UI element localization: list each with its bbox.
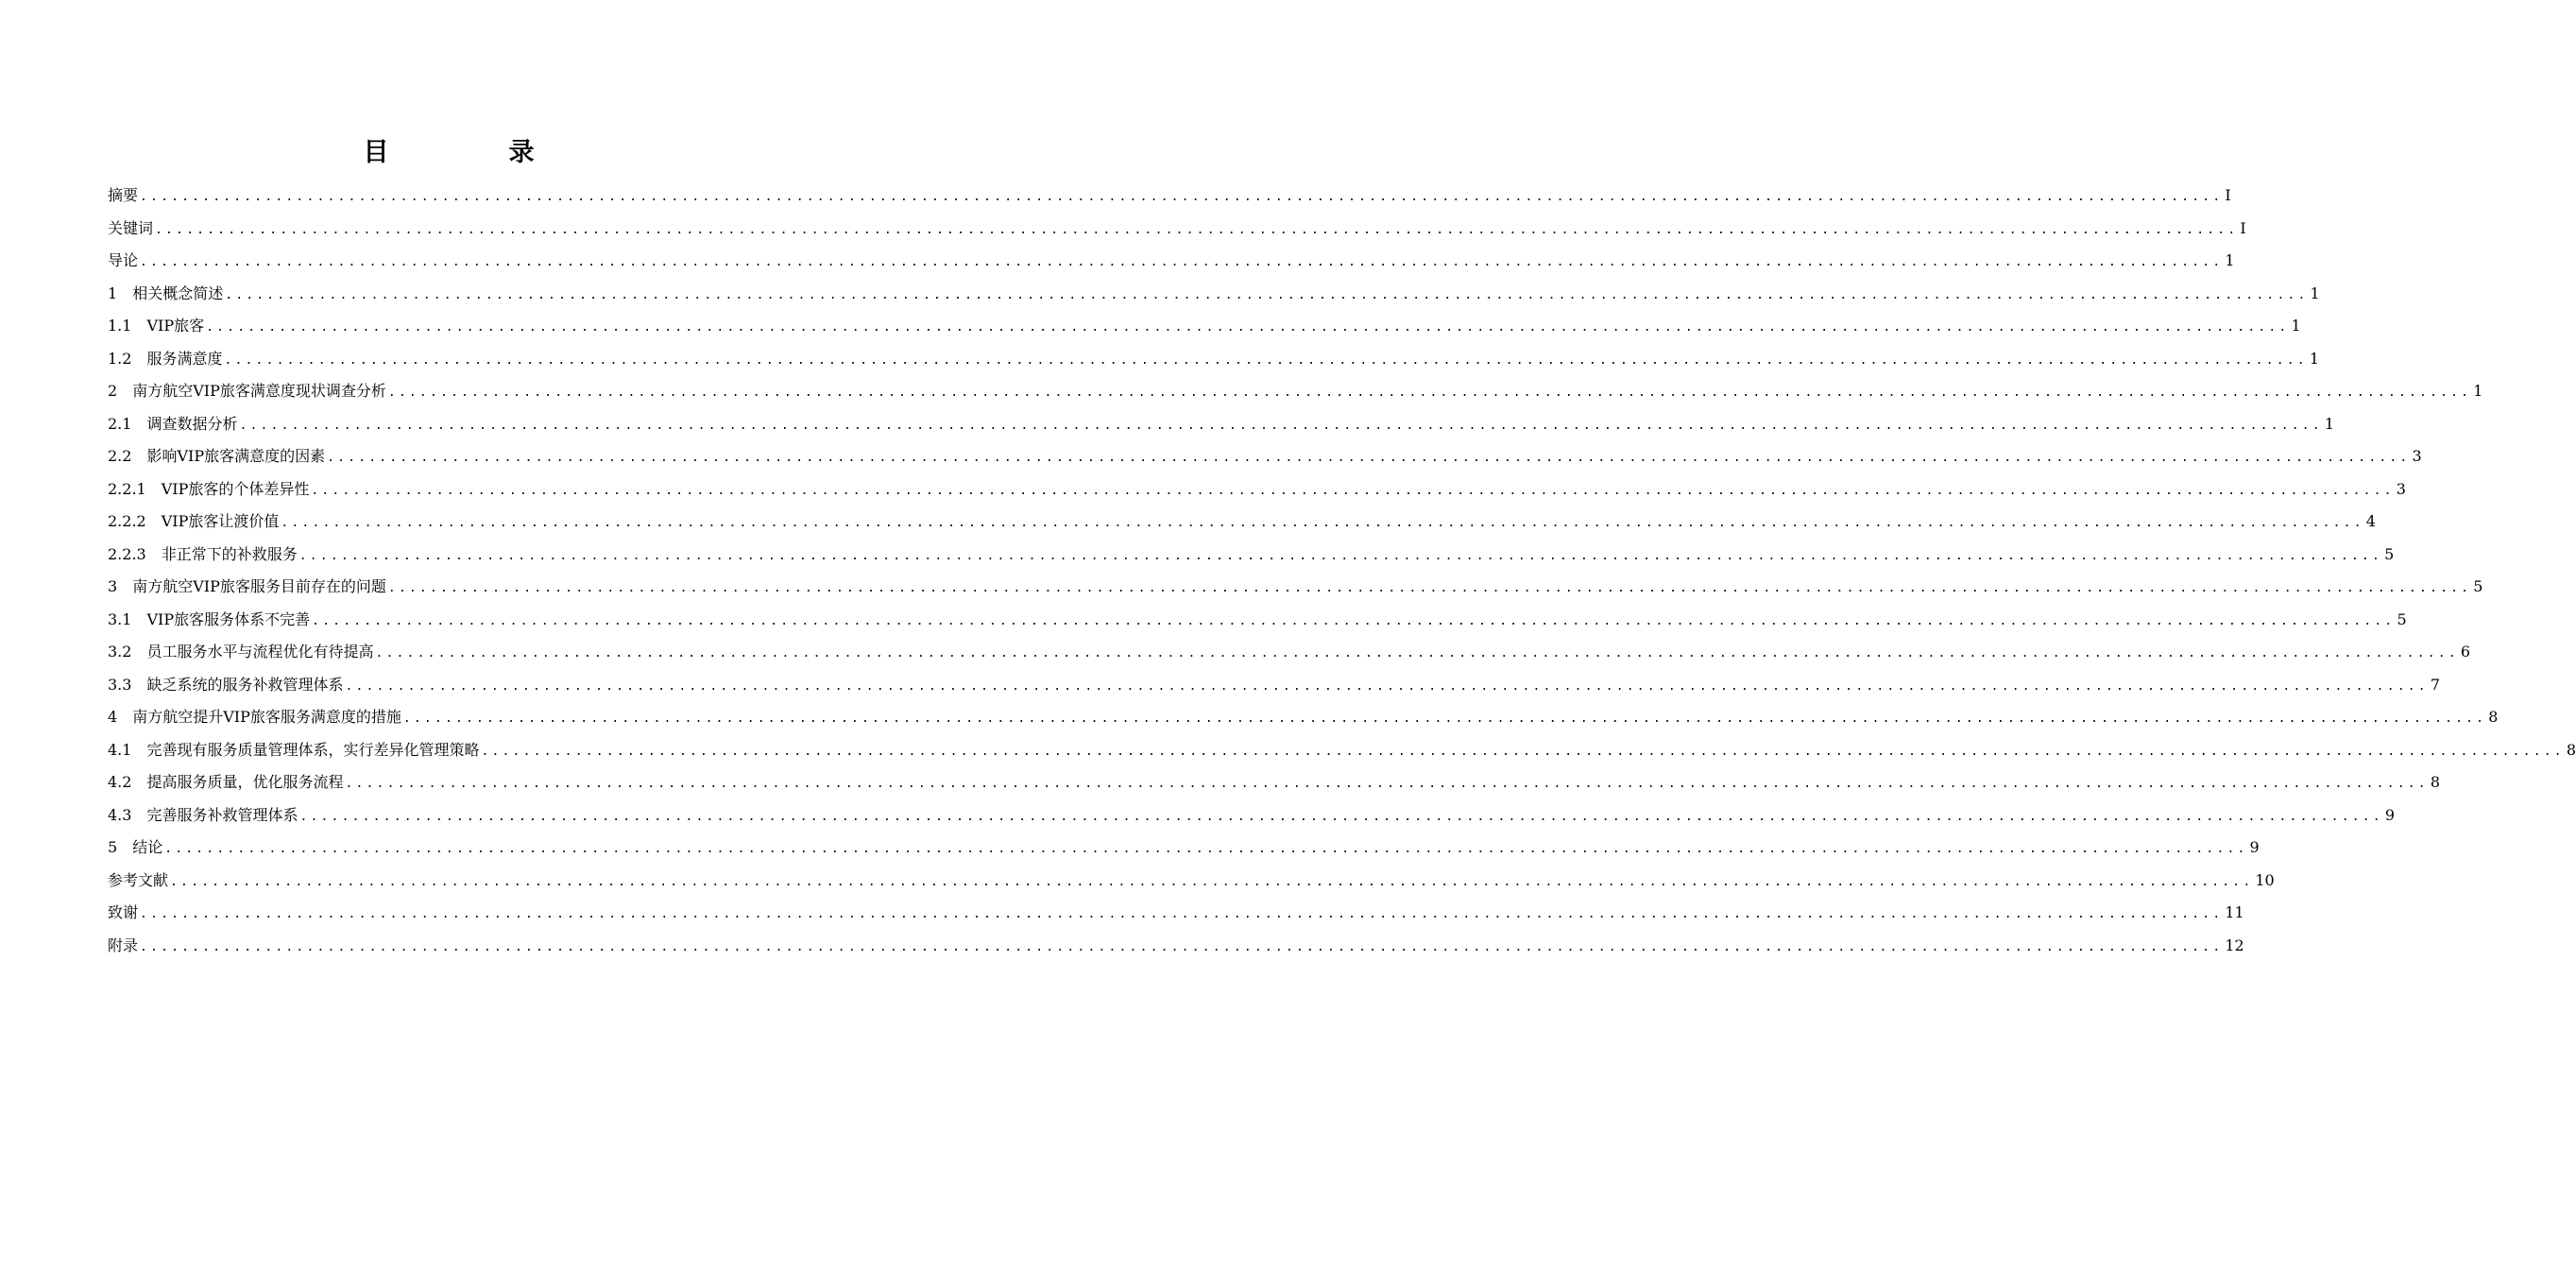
toc-dot-leader: ........................................................................................................................................................................................................ <box>281 516 2364 530</box>
toc-dot-leader: ........................................................................................................................................................................................................ <box>387 386 2472 400</box>
toc-entry-page: 9 <box>2384 805 2395 824</box>
toc-dot-leader: ........................................................................................................................................................................................................ <box>164 842 2248 856</box>
toc-entry-page: 12 <box>2225 935 2244 954</box>
toc-entry-label <box>108 930 138 963</box>
toc-entry[interactable] <box>108 766 2440 799</box>
toc-entry-page: 1 <box>2310 283 2320 302</box>
toc-entry-page: I <box>2225 186 2231 204</box>
toc-entry-text: VIP旅客服务体系不完善 <box>146 609 311 628</box>
toc-entry-page: 9 <box>2249 838 2260 856</box>
toc-entry-text: 参考文献 <box>108 870 169 889</box>
toc-entry-number: 4.2 <box>108 773 132 791</box>
toc-entry-label <box>108 832 162 865</box>
toc-dot-leader: ........................................................................................................................................................................................................ <box>402 712 2487 726</box>
toc-dot-leader: ........................................................................................................................................................................................................ <box>387 581 2472 595</box>
toc-entry-text: 附录 <box>108 935 139 954</box>
toc-entry-label <box>108 473 309 506</box>
toc-entry[interactable] <box>108 897 2244 930</box>
toc-entry-text: 致谢 <box>108 903 139 921</box>
toc-entry-page: 1 <box>2291 317 2301 335</box>
toc-dot-leader: ........................................................................................................................................................................................................ <box>327 451 2411 465</box>
toc-dot-leader: ........................................................................................................................................................................................................ <box>312 613 2396 628</box>
toc-entry-text: 影响VIP旅客满意度的因素 <box>146 447 326 465</box>
toc-dot-leader: ........................................................................................................................................................................................................ <box>206 320 2290 335</box>
toc-entry-label <box>108 604 310 637</box>
toc-entry-number: 2.2.1 <box>108 479 146 498</box>
toc-entry[interactable] <box>108 865 2275 898</box>
toc-dot-leader: ........................................................................................................................................................................................................ <box>345 777 2429 791</box>
toc-entry-text: 缺乏系统的服务补救管理体系 <box>146 675 344 694</box>
toc-entry-number: 2.1 <box>108 414 132 433</box>
toc-entry-label <box>108 734 479 767</box>
toc-entry-number: 2.2 <box>108 447 132 465</box>
toc-entry-label <box>108 180 138 213</box>
toc-entry-label <box>108 408 237 441</box>
toc-entry[interactable] <box>108 473 2406 506</box>
toc-entry-label <box>108 636 373 669</box>
toc-entry-label <box>108 571 386 604</box>
toc-entry[interactable] <box>108 213 2246 246</box>
toc-entry[interactable] <box>108 832 2260 865</box>
toc-dot-leader: ........................................................................................................................................................................................................ <box>155 222 2239 237</box>
toc-entry[interactable] <box>108 408 2334 441</box>
toc-entry[interactable] <box>108 245 2235 278</box>
toc-entry-label <box>108 440 325 473</box>
toc-entry-number: 4.1 <box>108 740 132 759</box>
toc-entry[interactable] <box>108 734 2576 767</box>
toc-dot-leader: ........................................................................................................................................................................................................ <box>345 678 2429 694</box>
toc-entry-label <box>108 669 343 702</box>
toc-dot-leader: ........................................................................................................................................................................................................ <box>299 809 2383 824</box>
toc-dot-leader: ........................................................................................................................................................................................................ <box>239 418 2323 433</box>
toc-entry-text: 完善服务补救管理体系 <box>146 805 299 824</box>
toc-entry-text: 导论 <box>108 251 139 269</box>
toc-entry-text: 南方航空提升VIP旅客服务满意度的措施 <box>132 708 401 726</box>
toc-dot-leader: ........................................................................................................................................................................................................ <box>140 907 2224 921</box>
toc-dot-leader: ........................................................................................................................................................................................................ <box>140 190 2224 204</box>
toc-entry-page: I <box>2240 218 2246 237</box>
toc-entry-number: 3.2 <box>108 643 132 661</box>
toc-entry-page: 1 <box>2324 414 2334 433</box>
toc-entry[interactable] <box>108 571 2483 604</box>
toc-entry[interactable] <box>108 343 2319 376</box>
toc-entry[interactable] <box>108 440 2422 473</box>
toc-entry-label <box>108 701 401 734</box>
toc-entry-number: 1.2 <box>108 349 132 368</box>
toc-entry-text: 调查数据分析 <box>146 414 238 433</box>
toc-entry-label <box>108 245 138 278</box>
toc-entry-label <box>108 539 298 572</box>
toc-entry-number: 5 <box>108 838 118 856</box>
toc-entry-label <box>108 897 138 930</box>
toc-entry-label <box>108 799 298 832</box>
toc-entry-page: 7 <box>2430 675 2440 694</box>
toc-entry-text: 南方航空VIP旅客满意度现状调查分析 <box>132 382 386 400</box>
toc-entry-number: 4 <box>108 708 118 726</box>
toc-dot-leader: ........................................................................................................................................................................................................ <box>311 483 2395 498</box>
toc-entry[interactable] <box>108 604 2407 637</box>
toc-entry-number: 3.3 <box>108 675 132 694</box>
toc-entry-page: 5 <box>2473 577 2483 595</box>
toc-entry-text: 结论 <box>132 838 163 856</box>
toc-entry[interactable] <box>108 636 2470 669</box>
toc-dot-leader: ........................................................................................................................................................................................................ <box>224 352 2308 368</box>
toc-entry-text: 关键词 <box>108 218 154 237</box>
toc-entry[interactable] <box>108 539 2395 572</box>
toc-entry[interactable] <box>108 930 2244 963</box>
toc-entry[interactable] <box>108 701 2499 734</box>
toc-dot-leader: ........................................................................................................................................................................................................ <box>299 548 2383 563</box>
toc-entry-text: 提高服务质量，优化服务流程 <box>146 773 344 791</box>
toc-entry-number: 4.3 <box>108 805 132 824</box>
toc-entry-text: VIP旅客的个体差异性 <box>161 479 310 498</box>
toc-entry[interactable] <box>108 375 2483 408</box>
toc-entry[interactable] <box>108 799 2395 832</box>
toc-entry-number: 2 <box>108 382 118 400</box>
toc-entry[interactable] <box>108 669 2440 702</box>
toc-entry-page: 6 <box>2460 643 2470 661</box>
toc-entry-page: 8 <box>2430 773 2440 791</box>
toc-entry-number: 3.1 <box>108 609 132 628</box>
toc-entry[interactable] <box>108 506 2376 539</box>
toc-entry-page: 1 <box>2225 251 2235 269</box>
toc-entry-text: 相关概念简述 <box>132 283 224 302</box>
toc-entry-number: 3 <box>108 577 118 595</box>
toc-entry-page: 5 <box>2384 544 2395 563</box>
toc-dot-leader: ........................................................................................................................................................................................................ <box>375 646 2459 661</box>
toc-entry-text: VIP旅客 <box>146 317 205 335</box>
toc-entry-label <box>108 213 153 246</box>
toc-entry-page: 1 <box>2473 382 2483 400</box>
table-of-contents <box>108 180 2576 962</box>
toc-entry-label <box>108 310 204 343</box>
toc-dot-leader: ........................................................................................................................................................................................................ <box>481 744 2565 759</box>
toc-entry-text: 南方航空VIP旅客服务目前存在的问题 <box>132 577 386 595</box>
toc-entry-text: 摘要 <box>108 186 139 204</box>
toc-entry[interactable] <box>108 180 2231 213</box>
toc-entry-page: 1 <box>2309 349 2319 368</box>
toc-entry-page: 3 <box>2396 479 2406 498</box>
toc-entry[interactable] <box>108 310 2301 343</box>
toc-entry-number: 1.1 <box>108 317 132 335</box>
toc-entry-text: 完善现有服务质量管理体系，实行差异化管理策略 <box>146 740 480 759</box>
toc-entry-page: 11 <box>2225 903 2244 921</box>
toc-entry-page: 5 <box>2397 609 2407 628</box>
toc-entry-page: 4 <box>2365 512 2376 530</box>
toc-entry-page: 10 <box>2255 870 2275 889</box>
toc-dot-leader: ........................................................................................................................................................................................................ <box>170 874 2254 889</box>
toc-entry-number: 1 <box>108 283 118 302</box>
toc-entry-text: 非正常下的补救服务 <box>161 544 298 563</box>
toc-entry-number: 2.2.3 <box>108 544 146 563</box>
toc-entry-label <box>108 278 223 311</box>
toc-entry-label <box>108 375 386 408</box>
toc-entry[interactable] <box>108 278 2320 311</box>
toc-entry-label <box>108 506 279 539</box>
toc-entry-label <box>108 766 343 799</box>
toc-entry-text: VIP旅客让渡价值 <box>161 512 280 530</box>
toc-entry-label <box>108 865 168 898</box>
toc-dot-leader: ........................................................................................................................................................................................................ <box>140 939 2224 954</box>
toc-dot-leader: ........................................................................................................................................................................................................ <box>225 287 2309 302</box>
toc-entry-text: 服务满意度 <box>146 349 223 368</box>
page-title: 目 录 <box>363 138 582 167</box>
toc-entry-page: 8 <box>2566 740 2576 759</box>
toc-entry-text: 员工服务水平与流程优化有待提高 <box>146 643 374 661</box>
toc-entry-page: 3 <box>2412 447 2422 465</box>
toc-entry-number: 2.2.2 <box>108 512 146 530</box>
toc-entry-label <box>108 343 222 376</box>
toc-dot-leader: ........................................................................................................................................................................................................ <box>140 255 2224 269</box>
toc-entry-page: 8 <box>2488 708 2499 726</box>
